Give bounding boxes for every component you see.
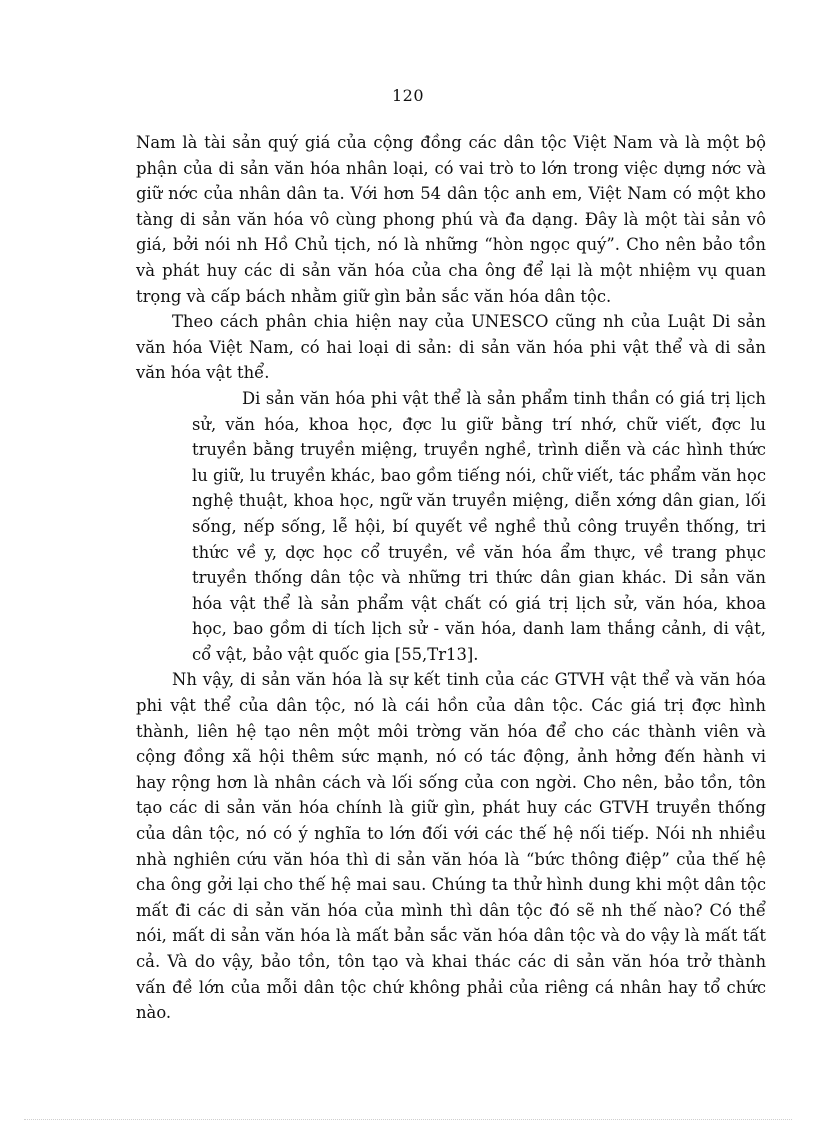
document-body (136, 130, 766, 1026)
paragraph-heritage-types: Theo cách phân chia hiện nay của UNESCO cũng nh của Luật Di sản văn hóa Việt Nam, có hai loại di sản: di sản văn hóa phi vật thể và di sản văn hóa vật thể. (136, 312, 766, 383)
page-bottom-rule (24, 1119, 792, 1120)
paragraph-continuation: Nam là tài sản quý giá của cộng đồng các dân tộc Việt Nam và là một bộ phận của di sản văn hóa nhân loại, có vai trò to lớn trong việc dựng nớc và giữ nớc của nhân dân ta. Với hơn 54 dân tộc anh em, Việt Nam có một kho tàng di sản văn hóa vô cùng phong phú và đa dạng. Đây là một tài sản vô giá, bởi nói nh Hồ Chủ tịch, nó là những “hòn ngọc quý”. Cho nên bảo tồn và phát huy các di sản văn hóa của cha ông để lại là một nhiệm vụ quan trọng và cấp bách nhằm giữ gìn bản sắc văn hóa dân tộc. (136, 133, 766, 306)
paragraph-heritage-value: Nh vậy, di sản văn hóa là sự kết tinh của các GTVH vật thể và văn hóa phi vật thể của dân tộc, nó là cái hồn của dân tộc. Các giá trị đợc hình thành, liên hệ tạo nên một môi trờng văn hóa để cho các thành viên và cộng đồng xã hội thêm sức mạnh, nó có tác động, ảnh hởng đến hành vi hay rộng hơn là nhân cách và lối sống của con ngời. Cho nên, bảo tồn, tôn tạo các di sản văn hóa chính là giữ gìn, phát huy các GTVH truyền thống của dân tộc, nó có ý nghĩa to lớn đối với các thế hệ nối tiếp. Nói nh nhiều nhà nghiên cứu văn hóa thì di sản văn hóa là “bức thông điệp” của thế hệ cha ông gởi lại cho thế hệ mai sau. Chúng ta thử hình dung khi một dân tộc mất đi các di sản văn hóa của mình thì dân tộc đó sẽ nh thế nào? Có thể nói, mất di sản văn hóa là mất bản sắc văn hóa dân tộc và do vậy là mất tất cả. Và do vậy, bảo tồn, tôn tạo và khai thác các di sản văn hóa trở thành vấn đề lớn của mỗi dân tộc chứ không phải của riêng cá nhân hay tổ chức nào. (136, 670, 766, 1023)
block-quote-definition: Di sản văn hóa phi vật thể là sản phẩm tinh thần có giá trị lịch sử, văn hóa, khoa học, đợc lu giữ bằng trí nhớ, chữ viết, đợc lu truyền bằng truyền miệng, truyền nghề, trình diễn và các hình thức lu giữ, lu truyền khác, bao gồm tiếng nói, chữ viết, tác phẩm văn học nghệ thuật, khoa học, ngữ văn truyền miệng, diễn xớng dân gian, lối sống, nếp sống, lễ hội, bí quyết về nghề thủ công truyền thống, tri thức về y, dợc học cổ truyền, về văn hóa ẩm thực, về trang phục truyền thống dân tộc và những tri thức dân gian khác. Di sản văn hóa vật thể là sản phẩm vật chất có giá trị lịch sử, văn hóa, khoa học, bao gồm di tích lịch sử - văn hóa, danh lam thắng cảnh, di vật, cổ vật, bảo vật quốc gia [55,Tr13]. (192, 388, 766, 664)
page-number: 120 (391, 86, 425, 105)
